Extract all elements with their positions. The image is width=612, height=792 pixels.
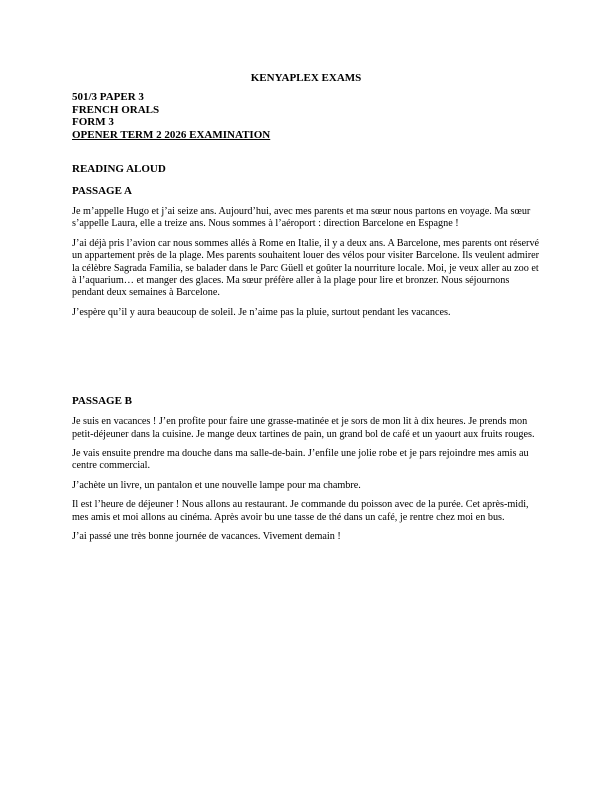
passage-b-paragraph: Je vais ensuite prendre ma douche dans ma salle-de-bain. J’enfile une jolie robe et je pars rejoindre mes amis au centre commercial. <box>72 448 529 472</box>
subject-title: FRENCH ORALS <box>72 103 160 116</box>
passage-a-paragraph: Je m’appelle Hugo et j’ai seize ans. Aujourd’hui, avec mes parents et ma sœur nous partons en voyage. Ma sœur s’appelle Laura, elle a treize ans. Nous sommes à l’aéroport : direction Barcelone en Espagne ! <box>72 206 531 230</box>
exam-provider-title: KENYAPLEX EXAMS <box>250 72 362 84</box>
form-level: FORM 3 <box>72 116 114 128</box>
section-title: READING ALOUD <box>72 163 166 175</box>
passage-a-paragraph: J’espère qu’il y aura beaucoup de soleil. Je n’aime pas la pluie, surtout pendant les vacances. <box>72 306 451 318</box>
exam-title: OPENER TERM 2 2026 EXAMINATION <box>72 128 271 141</box>
passage-b-title: PASSAGE B <box>72 395 133 408</box>
paper-code: 501/3 PAPER 3 <box>72 91 144 103</box>
page-content <box>72 72 540 544</box>
passage-b-paragraph: Je suis en vacances ! J’en profite pour faire une grasse-matinée et je sors de mon lit à dix heures. Je prends mon petit-déjeuner dans la cuisine. Je mange deux tartines de pain, un grand bol de café et un yaourt aux fruits rouges. <box>72 416 535 440</box>
passage-a-paragraph: J’ai déjà pris l’avion car nous sommes allés à Rome en Italie, il y a deux ans. A Barcelone, mes parents ont réservé un appartement près de la plage. Mes parents souhaitent louer des vélos pour visiter Barcelone. Ils veulent admirer la célèbre Sagrada Familia, se balader dans le Parc Güell et goûter la nourriture locale. Moi, je veux aller au zoo et à l’aquarium… et manger des glaces. Ma sœur préfère aller à la plage pour lire et bronzer. Nous séjournons pendant deux semaines à Barcelone. <box>72 237 540 299</box>
passage-b-paragraph: Il est l’heure de déjeuner ! Nous allons au restaurant. Je commande du poisson avec de la purée. Cet après-midi, mes amis et moi allons au cinéma. Après avoir bu une tasse de thé dans un café, je rentre chez moi en bus. <box>72 499 529 523</box>
passage-b-paragraph: J’ai passé une très bonne journée de vacances. Vivement demain ! <box>72 531 341 543</box>
passage-a-title: PASSAGE A <box>72 185 133 197</box>
passage-b-paragraph: J’achète un livre, un pantalon et une nouvelle lampe pour ma chambre. <box>72 479 361 491</box>
